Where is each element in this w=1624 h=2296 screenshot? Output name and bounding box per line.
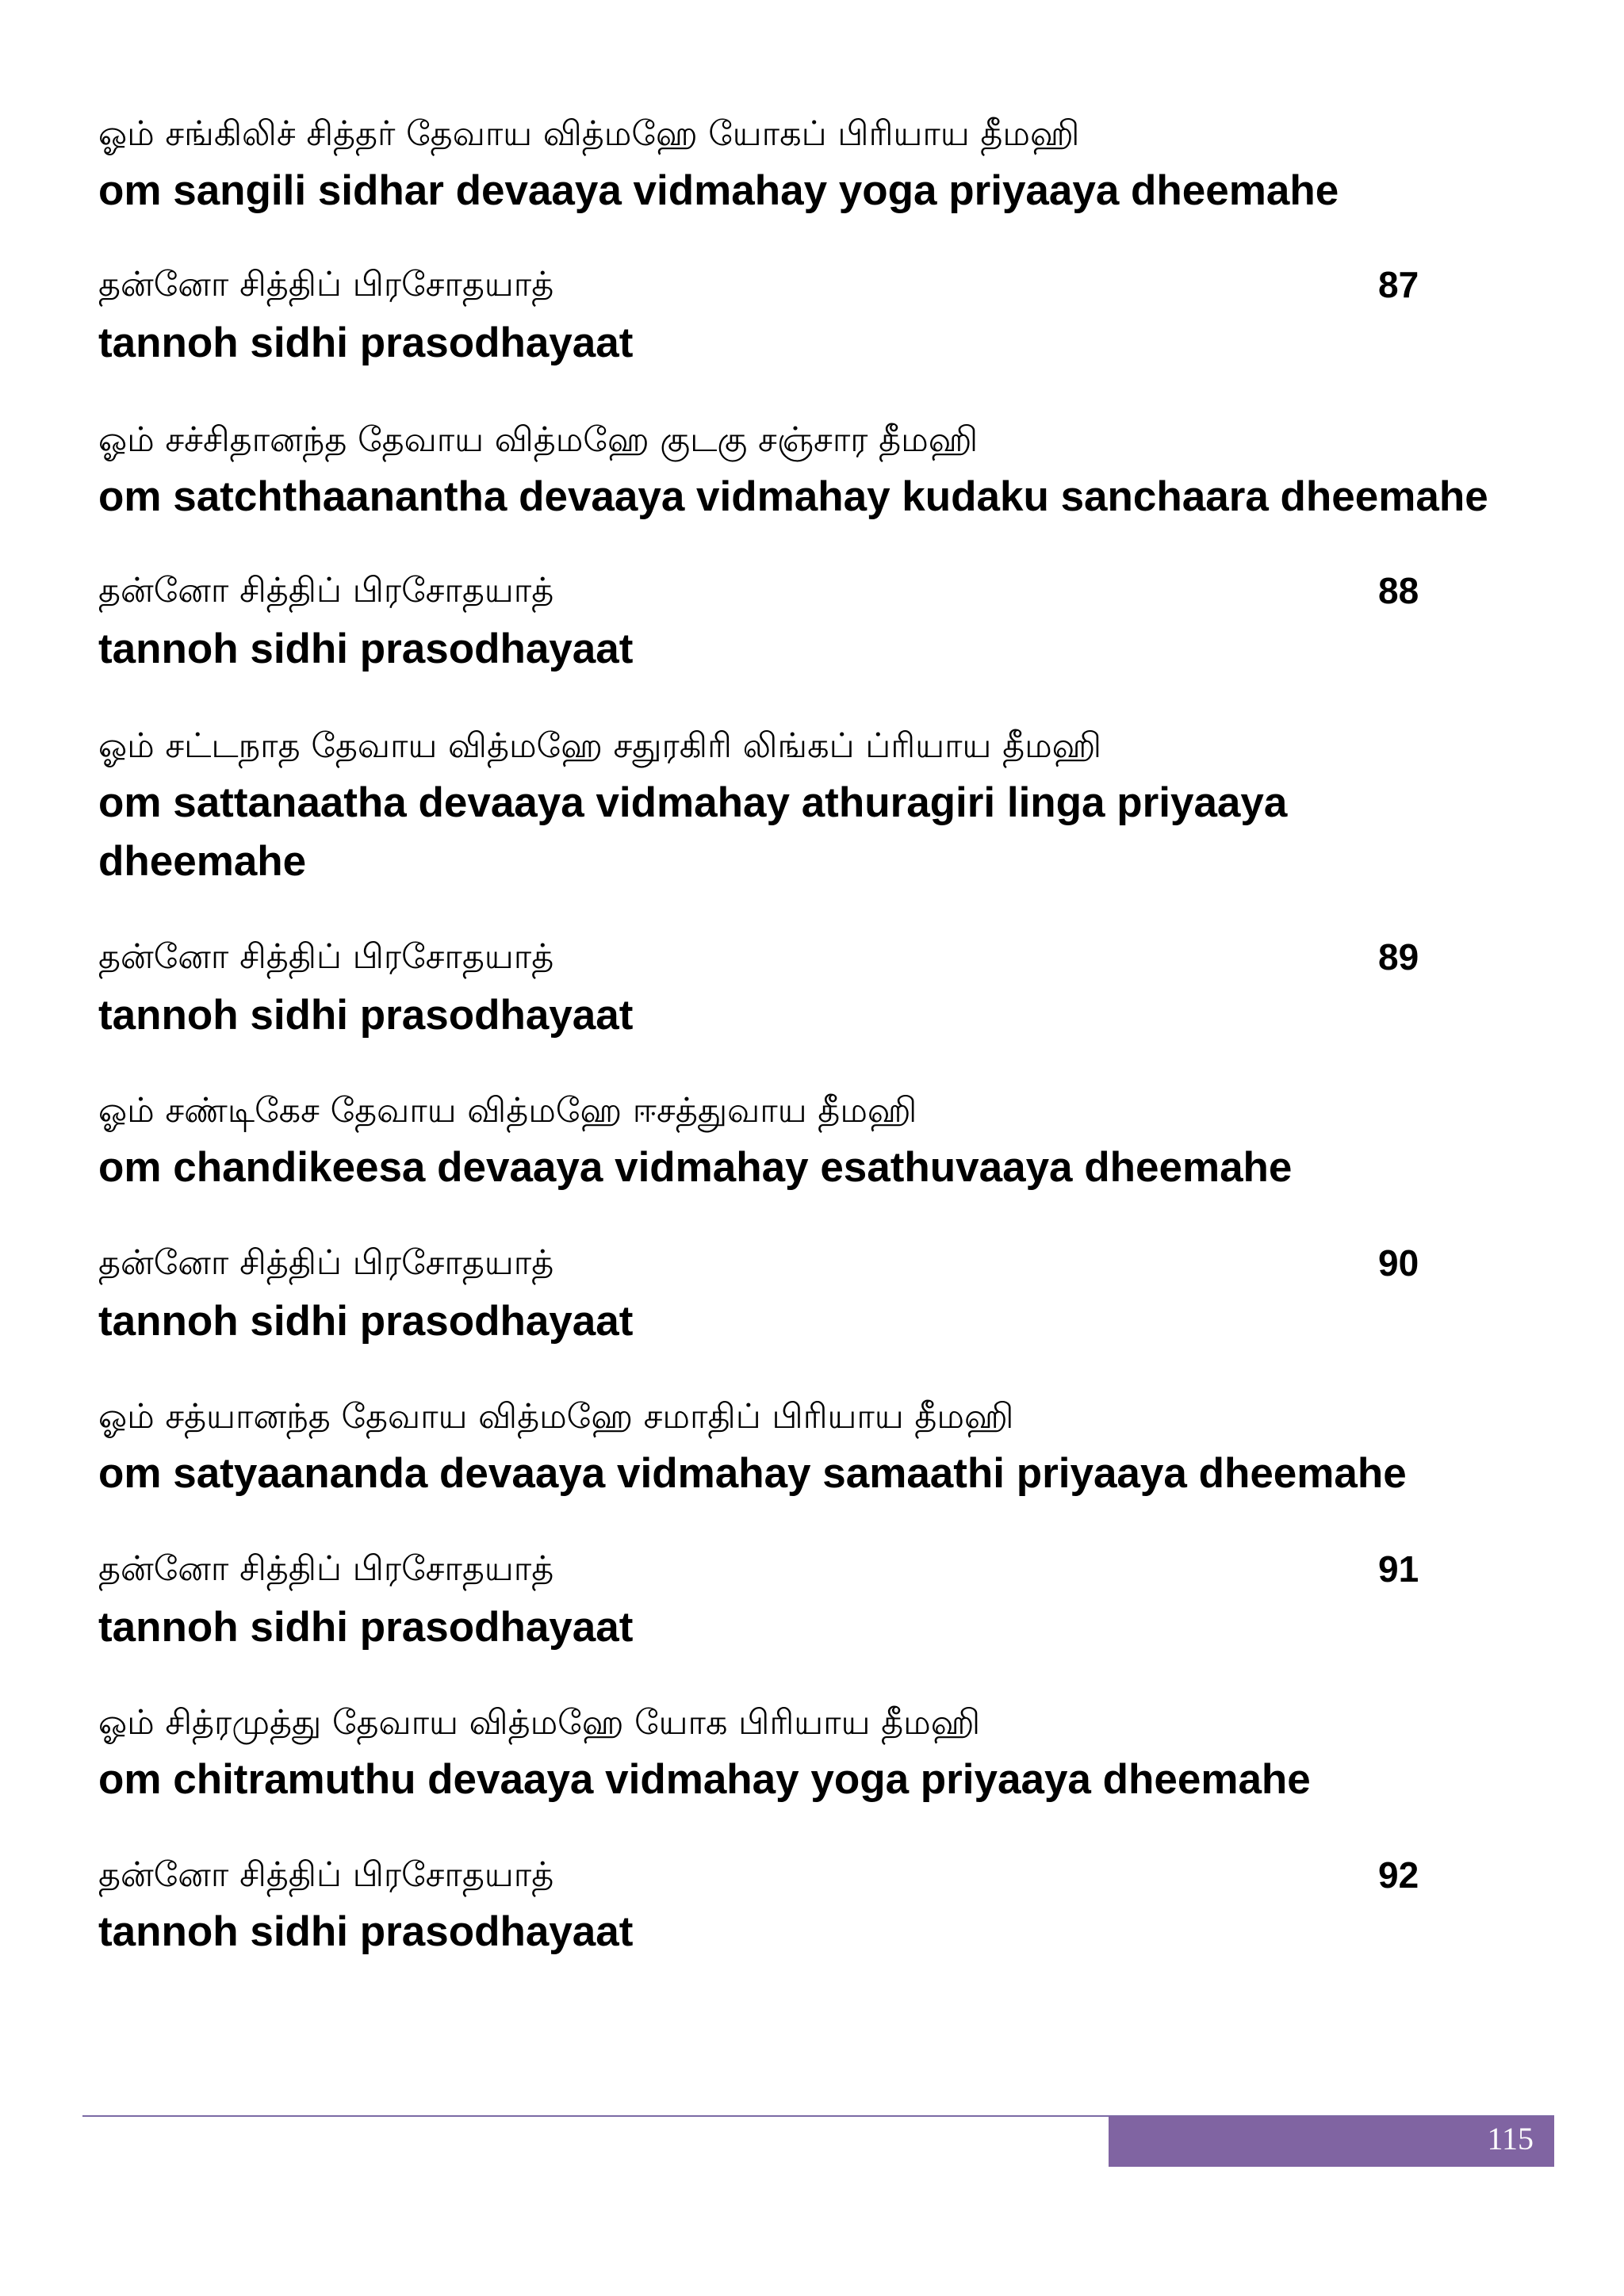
mantra-transliteration: om satchthaanantha devaaya vidmahay kudaku sanchaara dheemahe xyxy=(98,473,1488,520)
mantra-transliteration-continued: dheemahe xyxy=(98,838,307,885)
mantra-number: 87 xyxy=(1378,264,1419,305)
closing-tamil: தன்னோ சித்திப் பிரசோதயாத் xyxy=(98,1549,554,1589)
mantra-number: 89 xyxy=(1378,936,1419,978)
page-number-box xyxy=(1109,2116,1554,2167)
mantra-transliteration: om chitramuthu devaaya vidmahay yoga priyaaya dheemahe xyxy=(98,1756,1311,1803)
mantra-tamil: ஓம் சத்யானந்த தேவாய வித்மஹே சமாதிப் பிரியாய தீமஹி xyxy=(98,1397,1014,1437)
closing-transliteration: tannoh sidhi prasodhayaat xyxy=(98,626,634,672)
closing-transliteration: tannoh sidhi prasodhayaat xyxy=(98,1298,634,1345)
closing-transliteration: tannoh sidhi prasodhayaat xyxy=(98,992,634,1039)
closing-tamil: தன்னோ சித்திப் பிரசோதயாத் xyxy=(98,265,554,304)
mantra-transliteration: om sattanaatha devaaya vidmahay athuragiri linga priyaaya xyxy=(98,779,1288,826)
mantra-tamil: ஓம் சித்ரமுத்து தேவாய வித்மஹே யோக பிரியாய தீமஹி xyxy=(98,1703,981,1743)
mantra-transliteration: om chandikeesa devaaya vidmahay esathuvaaya dheemahe xyxy=(98,1144,1293,1191)
closing-transliteration: tannoh sidhi prasodhayaat xyxy=(98,1908,634,1955)
closing-tamil: தன்னோ சித்திப் பிரசோதயாத் xyxy=(98,1855,554,1895)
closing-tamil: தன்னோ சித்திப் பிரசோதயாத் xyxy=(98,937,554,977)
page-number: 115 xyxy=(1487,2121,1534,2156)
mantra-number: 92 xyxy=(1378,1854,1419,1896)
mantra-transliteration: om satyaananda devaaya vidmahay samaathi priyaaya dheemahe xyxy=(98,1450,1407,1497)
closing-transliteration: tannoh sidhi prasodhayaat xyxy=(98,1604,634,1651)
mantra-tamil: ஓம் சட்டநாத தேவாய வித்மஹே சதுரகிரி லிங்கப் ப்ரியாய தீமஹி xyxy=(98,726,1102,766)
mantra-tamil: ஓம் சச்சிதானந்த தேவாய வித்மஹே குடகு சஞ்சார தீமஹி xyxy=(98,420,979,460)
mantra-tamil: ஓம் சங்கிலிச் சித்தர் தேவாய வித்மஹே யோகப் பிரியாய தீமஹி xyxy=(98,114,1080,154)
mantra-number: 88 xyxy=(1378,570,1419,611)
closing-tamil: தன்னோ சித்திப் பிரசோதயாத் xyxy=(98,1243,554,1283)
closing-transliteration: tannoh sidhi prasodhayaat xyxy=(98,320,634,366)
mantra-number: 90 xyxy=(1378,1242,1419,1284)
mantra-tamil: ஓம் சண்டிகேச தேவாய வித்மஹே ஈசத்துவாய தீமஹி xyxy=(98,1091,917,1131)
mantra-number: 91 xyxy=(1378,1548,1419,1590)
mantra-transliteration: om sangili sidhar devaaya vidmahay yoga priyaaya dheemahe xyxy=(98,167,1339,214)
closing-tamil: தன்னோ சித்திப் பிரசோதயாத் xyxy=(98,571,554,610)
